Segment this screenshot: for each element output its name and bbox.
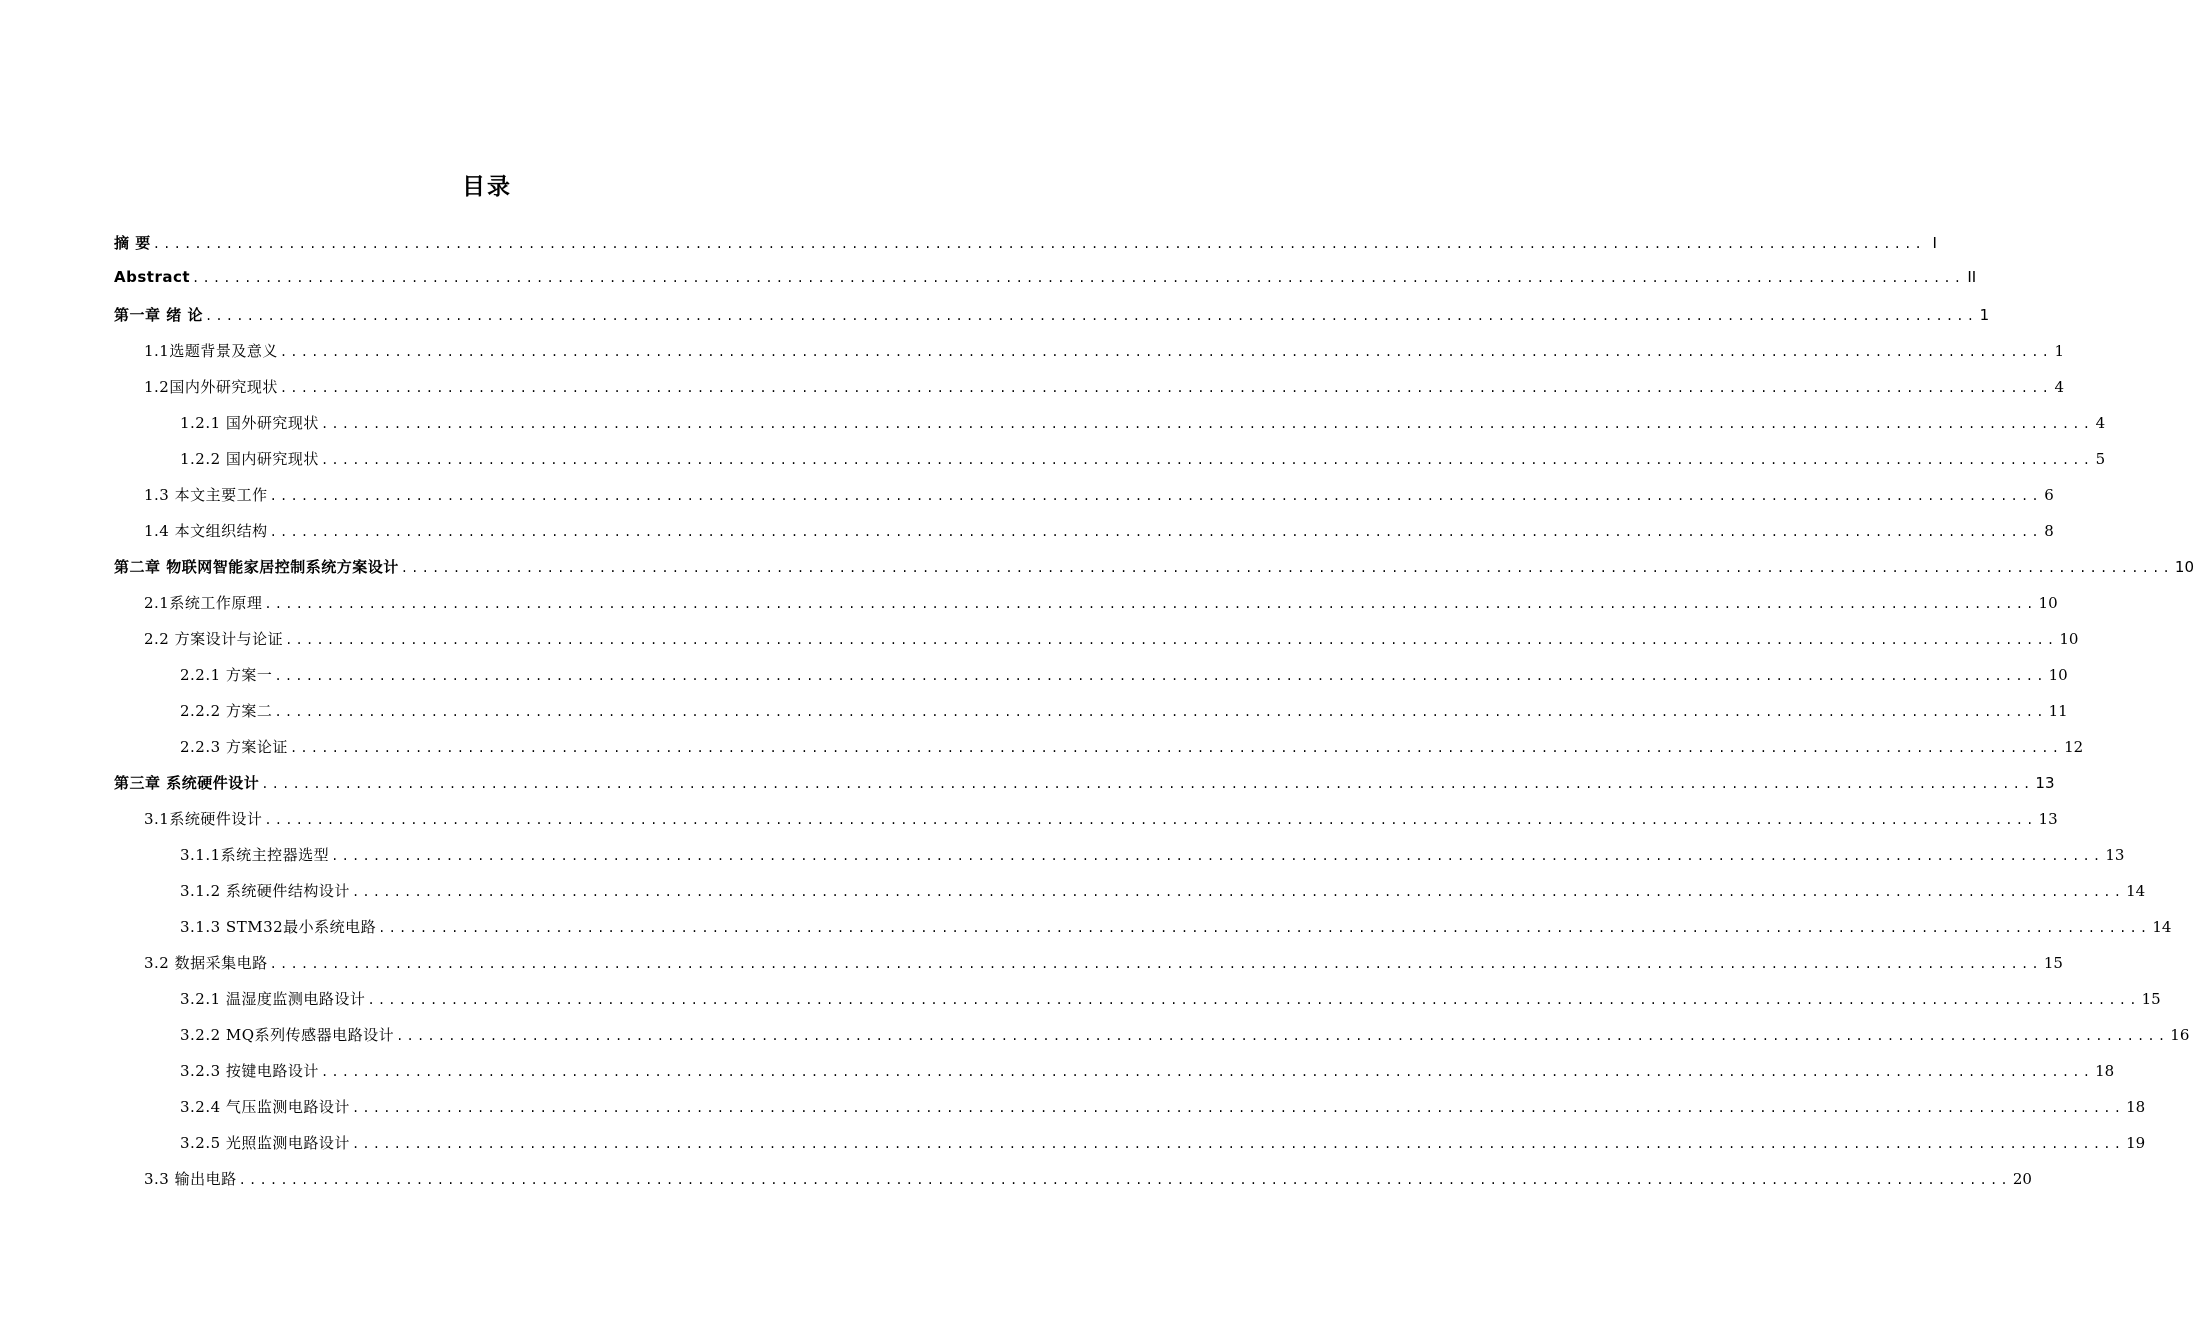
- toc-entry-title: 1.2国内外研究现状: [144, 378, 278, 396]
- dot-leader: ..........................................................................................................................................................................: [274, 669, 2047, 683]
- dot-leader: ..........................................................................................................................................................................: [351, 1137, 2125, 1151]
- toc-entry[interactable]: [0, 664, 2068, 700]
- dot-leader: ..........................................................................................................................................................................: [238, 1173, 2011, 1187]
- toc-entry-page-number: 4: [2054, 378, 2065, 396]
- toc-entry-title: 2.2.2 方案二: [180, 702, 273, 720]
- toc-entry[interactable]: [0, 988, 2161, 1024]
- toc-entry[interactable]: [0, 736, 2084, 772]
- toc-entry-title: 3.1.1系统主控器选型: [180, 846, 330, 864]
- toc-entry-title: 2.2.3 方案论证: [180, 738, 288, 756]
- toc-entry-page-number: 10: [2048, 666, 2068, 684]
- toc-entry[interactable]: [0, 1060, 2115, 1096]
- toc-entry-title: 3.2.5 光照监测电路设计: [180, 1134, 350, 1152]
- toc-entry-page-number: 13: [2038, 810, 2058, 828]
- toc-entry-title: 2.2 方案设计与论证: [144, 630, 284, 648]
- toc-entry-page-number: 18: [2095, 1062, 2115, 1080]
- dot-leader: ..........................................................................................................................................................................: [269, 489, 2042, 503]
- dot-leader: ..........................................................................................................................................................................: [279, 345, 2053, 359]
- dot-leader: ..........................................................................................................................................................................: [400, 561, 2173, 575]
- toc-entry-page-number: 10: [2038, 594, 2058, 612]
- toc-entry-title: 第三章 系统硬件设计: [114, 774, 260, 792]
- table-of-contents: [0, 232, 2194, 1204]
- toc-entry[interactable]: [0, 1024, 2190, 1060]
- dot-leader: ..........................................................................................................................................................................: [351, 1101, 2125, 1115]
- toc-entry-title: 3.2.1 温湿度监测电路设计: [180, 990, 366, 1008]
- toc-entry-page-number: 14: [2126, 882, 2146, 900]
- toc-entry-title: 第二章 物联网智能家居控制系统方案设计: [114, 558, 399, 576]
- dot-leader: ..........................................................................................................................................................................: [320, 1065, 2094, 1079]
- toc-entry[interactable]: [0, 268, 1977, 304]
- toc-entry-page-number: 12: [2064, 738, 2084, 756]
- dot-leader: ..........................................................................................................................................................................: [351, 885, 2125, 899]
- toc-entry-page-number: 13: [2105, 846, 2125, 864]
- toc-entry[interactable]: [0, 232, 1937, 268]
- toc-entry-title: 1.3 本文主要工作: [144, 486, 268, 504]
- dot-leader: ..........................................................................................................................................................................: [152, 237, 1925, 251]
- dot-leader: ..........................................................................................................................................................................: [264, 597, 2037, 611]
- dot-leader: ..........................................................................................................................................................................: [269, 525, 2042, 539]
- toc-entry-title: 摘 要: [114, 234, 151, 252]
- dot-leader: ..........................................................................................................................................................................: [320, 453, 2094, 467]
- toc-entry[interactable]: [0, 700, 2068, 736]
- toc-entry[interactable]: [0, 1132, 2146, 1168]
- toc-entry[interactable]: [0, 1096, 2146, 1132]
- toc-entry-page-number: 16: [2170, 1026, 2190, 1044]
- toc-entry-page-number: 10: [2174, 558, 2194, 576]
- toc-entry[interactable]: [0, 772, 2055, 808]
- toc-entry-title: 3.1系统硬件设计: [144, 810, 263, 828]
- toc-entry-page-number: 6: [2044, 486, 2054, 504]
- toc-entry-page-number: 18: [2126, 1098, 2146, 1116]
- toc-entry[interactable]: [0, 808, 2058, 844]
- dot-leader: ..........................................................................................................................................................................: [279, 381, 2053, 395]
- dot-leader: ..........................................................................................................................................................................: [261, 777, 2034, 791]
- toc-entry-title: 2.2.1 方案一: [180, 666, 273, 684]
- toc-entry-page-number: 4: [2095, 414, 2106, 432]
- toc-entry[interactable]: [0, 952, 2063, 988]
- toc-entry[interactable]: [0, 628, 2079, 664]
- toc-entry-title: 第一章 绪 论: [114, 306, 203, 324]
- toc-entry-title: 3.1.2 系统硬件结构设计: [180, 882, 350, 900]
- toc-entry[interactable]: [0, 916, 2172, 952]
- toc-entry[interactable]: [0, 556, 2194, 592]
- dot-leader: ..........................................................................................................................................................................: [192, 271, 1965, 285]
- toc-entry[interactable]: [0, 412, 2106, 448]
- dot-leader: ..........................................................................................................................................................................: [264, 813, 2037, 827]
- dot-leader: ..........................................................................................................................................................................: [378, 921, 2151, 935]
- dot-leader: ..........................................................................................................................................................................: [367, 993, 2140, 1007]
- toc-entry-page-number: 5: [2095, 450, 2106, 468]
- toc-entry-title: 1.4 本文组织结构: [144, 522, 268, 540]
- toc-entry[interactable]: [0, 484, 2054, 520]
- toc-entry[interactable]: [0, 592, 2058, 628]
- dot-leader: ..........................................................................................................................................................................: [274, 705, 2047, 719]
- dot-leader: ..........................................................................................................................................................................: [285, 633, 2058, 647]
- toc-entry-page-number: 1: [2054, 342, 2065, 360]
- toc-entry-page-number: I: [1932, 234, 1937, 252]
- dot-leader: ..........................................................................................................................................................................: [269, 957, 2042, 971]
- toc-entry-page-number: 20: [2012, 1170, 2032, 1188]
- toc-entry[interactable]: [0, 340, 2065, 376]
- toc-entry-title: 1.1选题背景及意义: [144, 342, 278, 360]
- toc-entry[interactable]: [0, 844, 2125, 880]
- toc-entry-page-number: 1: [1979, 306, 1990, 324]
- toc-entry-title: 3.1.3 STM32最小系统电路: [180, 918, 377, 936]
- toc-entry[interactable]: [0, 376, 2065, 412]
- page-title: 目录: [462, 174, 512, 200]
- toc-entry[interactable]: [0, 448, 2106, 484]
- toc-entry-title: 3.3 输出电路: [144, 1170, 237, 1188]
- toc-entry-title: Abstract: [114, 268, 191, 286]
- toc-entry-title: 1.2.2 国内研究现状: [180, 450, 319, 468]
- toc-entry-page-number: 13: [2035, 774, 2055, 792]
- toc-entry-page-number: 19: [2126, 1134, 2146, 1152]
- toc-entry-title: 3.2.3 按键电路设计: [180, 1062, 319, 1080]
- toc-entry-title: 3.2.2 MQ系列传感器电路设计: [180, 1026, 395, 1044]
- dot-leader: ..........................................................................................................................................................................: [331, 849, 2104, 863]
- dot-leader: ..........................................................................................................................................................................: [289, 741, 2063, 755]
- toc-entry-page-number: 8: [2044, 522, 2054, 540]
- toc-entry[interactable]: [0, 304, 1990, 340]
- toc-entry-page-number: 11: [2048, 702, 2068, 720]
- dot-leader: ..........................................................................................................................................................................: [396, 1029, 2169, 1043]
- toc-entry-page-number: 14: [2152, 918, 2172, 936]
- toc-entry[interactable]: [0, 520, 2054, 556]
- dot-leader: ..........................................................................................................................................................................: [320, 417, 2094, 431]
- toc-entry-page-number: 10: [2059, 630, 2079, 648]
- toc-entry-page-number: 15: [2141, 990, 2161, 1008]
- toc-entry[interactable]: [0, 1168, 2032, 1204]
- toc-entry-page-number: II: [1967, 268, 1977, 286]
- toc-entry-title: 3.2 数据采集电路: [144, 954, 268, 972]
- toc-entry-page-number: 15: [2043, 954, 2063, 972]
- toc-entry-title: 3.2.4 气压监测电路设计: [180, 1098, 350, 1116]
- toc-entry-title: 2.1系统工作原理: [144, 594, 263, 612]
- toc-entry-title: 1.2.1 国外研究现状: [180, 414, 319, 432]
- toc-entry[interactable]: [0, 880, 2146, 916]
- dot-leader: ..........................................................................................................................................................................: [204, 309, 1978, 323]
